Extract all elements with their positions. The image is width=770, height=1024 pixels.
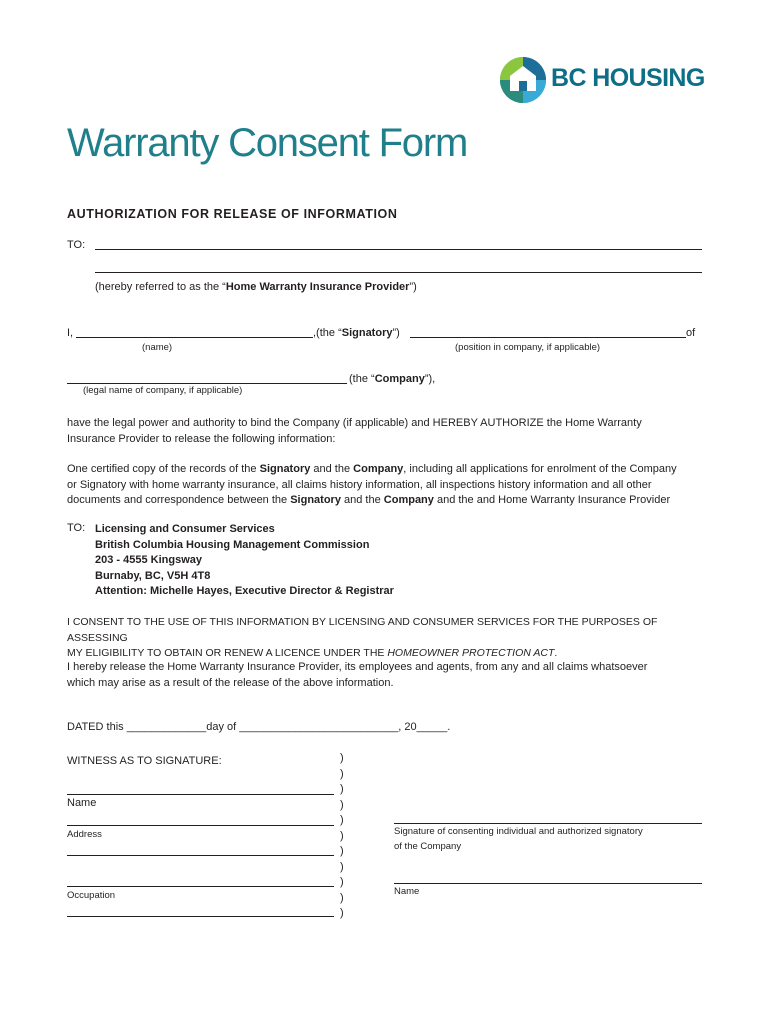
bracket: ) [340,798,344,811]
signatory-name-line[interactable] [394,883,702,884]
witness-name-line[interactable] [67,825,334,826]
witness-address-line-2[interactable] [67,886,334,887]
bracket: ) [340,829,344,842]
consent-line-1: I CONSENT TO THE USE OF THIS INFORMATION BY LICENSING AND CONSUMER SERVICES FOR THE PURPOSES OF ASSESSING [67,616,658,644]
signatory-text [313,327,400,339]
signature-line[interactable] [394,823,702,824]
bracket: ) [340,845,344,857]
bracket-column [340,751,344,922]
signatory-post: ”) [392,327,400,339]
witness-name-label: Name [67,797,97,809]
provider-line-1[interactable] [95,249,702,250]
records-paragraph [67,462,707,509]
signatory-pre: ,(the “ [313,327,342,339]
records-line-1 [67,462,707,478]
to-label: TO: [67,239,86,251]
referred-pre: (hereby referred to as the “ [95,281,226,293]
company-field-line[interactable] [67,383,347,384]
bracket: ) [340,814,344,826]
records-line-3 [67,493,707,509]
company-caption: (legal name of company, if applicable) [83,385,243,396]
bc-housing-logo [499,54,709,106]
signatory-bold: Signatory [341,327,393,339]
witness-signature-line[interactable] [67,794,334,795]
bracket: ) [340,767,344,780]
authority-line-2: Insurance Provider to release the following information: [67,432,336,445]
authority-paragraph [67,416,707,447]
act-name: HOMEOWNER PROTECTION ACT [387,647,555,659]
consent-paragraph [67,615,707,662]
witness-address-line-1[interactable] [67,855,334,856]
position-field-line[interactable] [410,337,686,338]
name-caption: (name) [142,342,173,353]
consent-line-2-post: . [554,647,558,659]
position-caption: (position in company, if applicable) [455,342,601,353]
consent-line-2-pre: MY ELIGIBILITY TO OBTAIN OR RENEW A LICENCE UNDER THE [67,647,388,659]
page-title: Warranty Consent Form [67,121,468,165]
of-label: of [686,327,696,339]
address-line: British Columbia Housing Management Commission [95,538,370,551]
recipient-address [95,522,394,600]
records-text-2: and the [310,463,354,475]
address-line: Attention: Michelle Hayes, Executive Director & Registrar [95,585,394,597]
release-line-1: I hereby release the Home Warranty Insurance Provider, its employees and agents, from any and all claims whatsoever [67,661,648,673]
referred-bold: Home Warranty Insurance Provider [225,281,410,293]
release-paragraph [67,660,707,691]
records-bold-4: Company [383,494,434,506]
records-text-6: and the and Home Warranty Insurance Provider [433,494,671,506]
records-bold-2: Company [353,463,404,475]
signature-caption-2: of the Company [394,841,462,852]
address-line: Licensing and Consumer Services [95,523,275,535]
records-text-5: and the [340,494,384,506]
referred-post: ”) [409,281,417,293]
records-bold-3: Signatory [290,494,341,506]
company-pre: (the “ [349,373,375,385]
records-text-4: documents and correspondence between the [67,494,291,506]
release-line-2: which may arise as a result of the release of the above information. [67,676,394,689]
bracket: ) [340,860,344,873]
bracket: ) [340,783,344,795]
records-bold-1: Signatory [259,463,311,475]
name-field-line[interactable] [76,337,313,338]
provider-referred-text [95,281,417,293]
company-post: ”), [424,373,436,385]
signatory-name-label: Name [394,886,420,897]
records-text-1: One certified copy of the records of the [67,463,260,475]
address-line: Burnaby, BC, V5H 4T8 [95,569,211,582]
records-line-2: or Signatory with home warranty insurance, all claims history information, all inspections history information and all other [67,478,652,491]
logo-text: BC HOUSING [551,64,705,92]
witness-heading: WITNESS AS TO SIGNATURE: [67,755,222,767]
authority-line-1: have the legal power and authority to bind the Company (if applicable) and HEREBY AUTHORIZE the Home Warranty [67,417,642,429]
bracket: ) [340,891,344,904]
signature-caption-1: Signature of consenting individual and authorized signatory [394,826,643,837]
bracket: ) [340,752,344,764]
provider-line-2[interactable] [95,272,702,273]
recipient-to-label: TO: [67,522,86,534]
records-text-3: , including all applications for enrolment of the Company [403,463,677,475]
address-line: 203 - 4555 Kingsway [95,554,203,566]
company-text [349,373,435,385]
bracket: ) [340,876,344,888]
section-heading: AUTHORIZATION FOR RELEASE OF INFORMATION [67,207,398,221]
witness-occupation-label: Occupation [67,890,116,901]
bracket: ) [340,907,344,919]
witness-occupation-line[interactable] [67,916,334,917]
company-bold: Company [374,373,425,385]
i-label: I, [67,327,74,339]
bc-housing-house-icon [499,54,547,106]
witness-address-label: Address [67,829,102,840]
dated-line[interactable]: DATED this _____________day of __________________________, 20_____. [67,721,451,733]
